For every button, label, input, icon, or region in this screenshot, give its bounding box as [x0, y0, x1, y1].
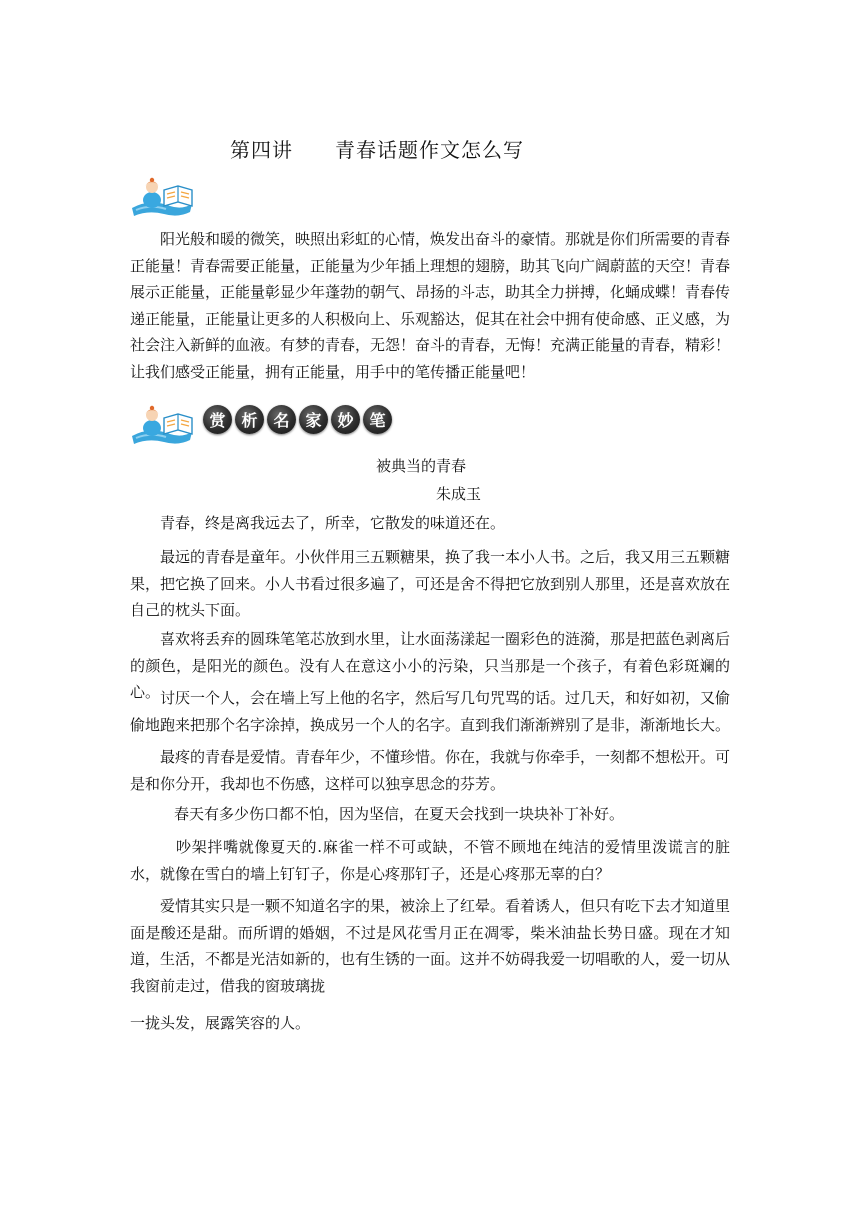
section-badge: 家 — [299, 405, 328, 434]
essay-paragraph: 青春，终是离我远去了，所幸，它散发的味道还在。 — [160, 514, 506, 532]
lecture-title: 第四讲 青春话题作文怎么写 — [230, 138, 524, 162]
section-header-badges — [203, 405, 392, 434]
section-badge: 赏 — [203, 405, 232, 434]
reading-girl-icon — [130, 404, 196, 448]
essay-paragraph: 最疼的青春是爱情。青春年少，不懂珍惜。你在，我就与你牵手，一刻都不想松开。可是和你分开，我却也不伤感，这样可以独享思念的芬芳。 — [130, 748, 731, 793]
essay-author: 朱成玉 — [436, 485, 482, 503]
essay-paragraph: 一拢头发，展露笑容的人。 — [130, 1014, 311, 1032]
essay-paragraph: 最远的青春是童年。小伙伴用三五颗糖果，换了我一本小人书。之后，我又用三五颗糖果，把它换了回来。小人书看过很多遍了，可还是舍不得把它放到别人那里，还是喜欢放在自己的枕头下面。 — [130, 548, 731, 619]
essay-paragraph: 春天有多少伤口都不怕，因为坚信，在夏天会找到一块块补丁补好。 — [174, 805, 625, 823]
section-badge: 名 — [267, 405, 296, 434]
section-badge: 析 — [235, 405, 264, 434]
essay-paragraph: 讨厌一个人，会在墙上写上他的名字，然后写几句咒骂的话。过几天，和好如初，又偷偷地跑来把那个名字涂掉，换成另一个人的名字。直到我们渐渐辨别了是非，渐渐地长大。 — [130, 689, 731, 734]
essay-paragraph: 喜欢将丢弃的圆珠笔笔芯放到水里，让水面荡漾起一圈彩色的涟漪，那是把蓝色剥离后的颜色，是阳光的颜色。没有人在意这小小的污染，只当那是一个孩子，有着色彩斑斓的心。 — [130, 630, 731, 701]
section-badge: 笔 — [363, 405, 392, 434]
reading-girl-icon — [130, 176, 196, 220]
essay-title: 被典当的青春 — [376, 457, 467, 475]
essay-paragraph: 爱情其实只是一颗不知道名字的果，被涂上了红晕。看着诱人，但只有吃下去才知道里面是酸还是甜。而所谓的婚姻，不过是风花雪月正在凋零，柴米油盐长势日盛。现在才知道，生活，不都是光洁如新的，也有生锈的一面。这并不妨碍我爱一切唱歌的人，爱一切从我窗前走过，借我的窗玻璃拢 — [130, 897, 731, 995]
section-badge: 妙 — [331, 405, 360, 434]
intro-paragraph: 阳光般和暖的微笑，映照出彩虹的心情，焕发出奋斗的豪情。那就是你们所需要的青春正能量！青春需要正能量，正能量为少年插上理想的翅膀，助其飞向广阔蔚蓝的天空！青春展示正能量，正能量彰显少年蓬勃的朝气、昂扬的斗志，助其全力拼搏，化蛹成蝶！青春传递正能量，正能量让更多的人积极向上、乐观豁达，促其在社会中拥有使命感、正义感，为社会注入新鲜的血液。有梦的青春，无怨！奋斗的青春，无悔！充满正能量的青春，精彩！让我们感受正能量，拥有正能量，用手中的笔传播正能量吧！ — [130, 230, 731, 381]
essay-paragraph: 吵架拌嘴就像夏天的.麻雀一样不可或缺，不管不顾地在纯洁的爱情里泼谎言的脏水，就像在雪白的墙上钉钉子，你是心疼那钉子，还是心疼那无辜的白？ — [130, 838, 730, 883]
